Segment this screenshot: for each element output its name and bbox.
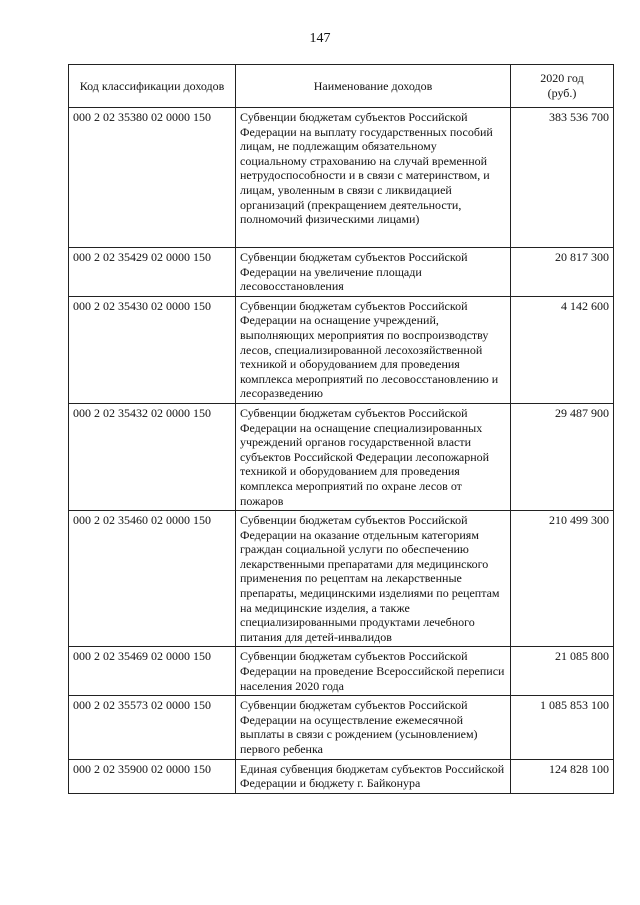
row-code: 000 2 02 35429 02 0000 150 <box>69 248 236 297</box>
row-code: 000 2 02 35469 02 0000 150 <box>69 647 236 696</box>
row-amount: 29 487 900 <box>511 403 614 510</box>
row-code: 000 2 02 35380 02 0000 150 <box>69 108 236 248</box>
row-name: Субвенции бюджетам субъектов Российской Федерации на проведение Всероссийской переписи населения 2020 года <box>236 647 511 696</box>
table-row <box>69 759 614 793</box>
row-code: 000 2 02 35432 02 0000 150 <box>69 403 236 510</box>
header-code: Код классификации доходов <box>69 65 236 108</box>
income-table <box>68 64 614 794</box>
row-code: 000 2 02 35900 02 0000 150 <box>69 759 236 793</box>
table-row <box>69 647 614 696</box>
table-row <box>69 248 614 297</box>
row-name: Субвенции бюджетам субъектов Российской Федерации на оказание отдельным категориям граждан социальной услуги по обеспечению лекарственными препаратами для медицинского применения по рецептам на лекарственные препараты, медицинскими изделиями по рецептам на медицинские изделия, а также специализированными продуктами лечебного питания для детей-инвалидов <box>236 511 511 647</box>
row-name: Единая субвенция бюджетам субъектов Российской Федерации и бюджету г. Байконура <box>236 759 511 793</box>
table-row <box>69 296 614 403</box>
row-amount: 383 536 700 <box>511 108 614 248</box>
header-amount-label: 2020 год (руб.) <box>540 71 584 100</box>
row-amount: 20 817 300 <box>511 248 614 297</box>
row-name: Субвенции бюджетам субъектов Российской Федерации на выплату государственных пособий лицам, не подлежащим обязательному социальному страхованию на случай временной нетрудоспособности и в связи с материнством, и лицам, уволенным в связи с ликвидацией организаций (прекращением деятельности, полномочий физическими лицами) <box>236 108 511 248</box>
row-amount: 21 085 800 <box>511 647 614 696</box>
row-code: 000 2 02 35460 02 0000 150 <box>69 511 236 647</box>
row-name: Субвенции бюджетам субъектов Российской Федерации на осуществление ежемесячной выплаты в связи с рождением (усыновлением) первого ребенка <box>236 696 511 759</box>
row-code: 000 2 02 35573 02 0000 150 <box>69 696 236 759</box>
table-row <box>69 403 614 510</box>
row-amount: 210 499 300 <box>511 511 614 647</box>
row-code: 000 2 02 35430 02 0000 150 <box>69 296 236 403</box>
row-amount: 1 085 853 100 <box>511 696 614 759</box>
table-row <box>69 108 614 248</box>
row-name: Субвенции бюджетам субъектов Российской Федерации на оснащение учреждений, выполняющих мероприятия по воспроизводству лесов, специализированной лесохозяйственной техникой и оборудованием для проведения комплекса мероприятий по лесовосстановлению и лесоразведению <box>236 296 511 403</box>
table-row <box>69 696 614 759</box>
row-amount: 124 828 100 <box>511 759 614 793</box>
row-amount: 4 142 600 <box>511 296 614 403</box>
row-name: Субвенции бюджетам субъектов Российской Федерации на увеличение площади лесовосстановления <box>236 248 511 297</box>
header-amount <box>511 65 614 108</box>
header-name: Наименование доходов <box>236 65 511 108</box>
page-number: 147 <box>309 31 331 46</box>
row-name: Субвенции бюджетам субъектов Российской Федерации на оснащение специализированных учреждений органов государственной власти субъектов Российской Федерации лесопожарной техникой и оборудованием для проведения комплекса мероприятий по охране лесов от пожаров <box>236 403 511 510</box>
table-row <box>69 511 614 647</box>
table-header-row <box>69 65 614 108</box>
